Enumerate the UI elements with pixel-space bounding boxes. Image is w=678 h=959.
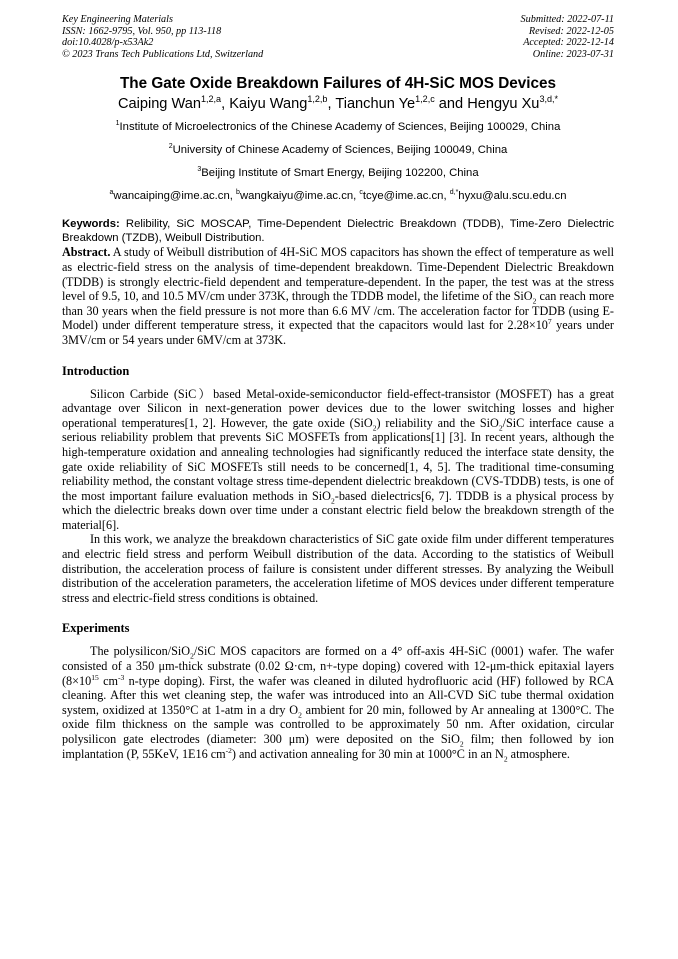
section-heading-introduction: Introduction [62,363,130,378]
keywords [62,217,614,245]
author-name: Tianchun Ye [335,96,416,113]
section-heading-experiments: Experiments [62,621,130,636]
email-link[interactable]: wangkaiyu@ime.ac.cn [239,190,354,203]
article-dates [521,14,614,60]
author-name: Caiping Wan [117,96,201,113]
date-online: Online: 2023-07-31 [532,48,614,60]
author-name: Hengyu Xu [467,96,540,113]
author-affil: 1,2,b [307,94,328,105]
journal-header [62,14,614,60]
author-name: Kaiyu Wang [229,96,308,113]
affiliation-1: $^1$Institute of Microelectronics of the Chinese Academy of Sciences, Beijing 100029, China [115,120,561,134]
email-link[interactable]: tcye@ime.ac.cn [362,190,444,203]
author-affil: 1,2,c [415,94,435,105]
abstract-label: Abstract. [62,245,111,260]
paper-title: The Gate Oxide Breakdown Failures of 4H-SiC MOS Devices [119,75,557,93]
keywords-label: Keywords: [62,218,120,231]
affiliation-2: $^2$University of Chinese Academy of Sciences, Beijing 100049, China [168,143,508,157]
date-submitted: Submitted: 2022-07-11 [520,14,614,25]
keywords-text: Relibility, SiC MOSCAP, Time-Dependent Dielectric Breakdown (TDDB), Time-Zero Dielectric Breakdown (TZDB), Weibull Distribution. [62,218,615,245]
author-list: Caiping Wan$^{1,2,a}$, Kaiyu Wang$^{1,2,b}$, Tianchun Ye$^{1,2,c}$ and Hengyu $Xu^{3,d,*}$ [117,94,559,113]
journal-copyright: © 2023 Trans Tech Publications Ltd, Switzerland [62,48,264,60]
affiliations [62,120,614,203]
email-link[interactable]: hyxu@alu.scu.edu.cn [458,190,567,203]
intro-paragraph-1: Silicon Carbide (SiC）based Metal-oxide-semiconductor field-effect-transistor (MOSFET) has a great advantage over Silicon in next-generation power devices due to the lower switching losses and higher operational temperatures[1, 2]. However, the gate oxide (SiO$_2$) reliability and the SiO$_2$/SiC interface cause a serious reliability problem that prevents SiC MOSFETs from applications[1] [3]. In recent years, although the high-temperature oxidation and annealing technologies had significantly reduced the interface state density, the gate oxide reliability of SiC MOSFETs still needs to be concerned[1, 4, 5]. The traditional time-consuming reliability method, the constant voltage stress time-dependent dielectric breakdown (CVS-TDDB) tests, is one of the most important failure evaluation methods in SiO$_2$-based dielectrics[6, 7]. TDDB is a physical process by which the dielectric breaks down over time under a constant electric field below the breakdown strength of the material[6]. [62,386,614,532]
intro-paragraph-2: In this work, we analyze the breakdown characteristics of SiC gate oxide film under different temperatures and electric field stress and perform Weibull distribution of the data. According to the statistics of Weibull distribution, the acceleration process of failure is consistent under different stresses. By analyzing the Weibull distribution of the acceleration parameters, the acceleration lifetime of MOS devices under different temperature stress and electric-field stress conditions is obtained. [62,532,614,605]
journal-name: Key Engineering Materials [62,14,173,25]
email-link[interactable]: wancaiping@ime.ac.cn [113,190,230,203]
paper-page [62,14,615,764]
journal-issn: ISSN: 1662-9795, Vol. 950, pp 113-118 [62,25,222,37]
journal-info [62,14,263,60]
affiliation-3: $^3$Beijing Institute of Smart Energy, Beijing 102200, China [197,166,479,180]
date-revised: Revised: 2022-12-05 [528,25,614,37]
abstract-paragraph: Abstract. A study of Weibull distribution of 4H-SiC MOS capacitors has shown the effect of temperature as well as electric-field stress on the analysis of time-dependent breakdown. Time-Dependent Dielectric Breakdown (TDDB) is strongly electric-field dependent and temperature-dependent. In the paper, the test was at the stress level of 9.5, 10, and 10.5 MV/cm under 373K, through the TDDB model, the lifetime of the SiO$_2$ can reach more than 30 years when the field pressure is not more than 6.6 MV /cm. The acceleration factor for TDDB (using E-Model) under different temperature stress, it expected that the capacitors would last for $2.28\times 10^7$ years under 3MV/cm or 54 years under 6MV/cm at 373K. [62,245,615,347]
email-list: $^a$wancaiping@ime.ac.cn, $^b$wangkaiyu@ime.ac.cn, $^c$tcye@ime.ac.cn, $^{d,*}$hyxu@alu.scu.edu.cn [109,189,567,203]
journal-doi: doi:10.4028/p-x53Ak2 [62,37,154,49]
author-affil: 3,d,* [539,94,559,105]
date-accepted: Accepted: 2022-12-14 [523,37,614,49]
author-affil: 1,2,a [200,94,222,105]
experiments-paragraph-1: The polysilicon/SiO$_2$/SiC MOS capacitors are formed on a 4° off-axis 4H-SiC (0001) wafer. The wafer consisted of a 350 μm-thick substrate (0.02 Ω·cm, n+-type doping) covered with 12-μm-thick epitaxial layers ($8\times 10^{15}$ $cm^{-3}$ n-type doping). First, the wafer was cleaned in diluted hydrofluoric acid (HF) followed by RCA cleaning. After this wet cleaning step, the wafer was introduced into an All-CVD SiC tube thermal oxidation system, oxidized at 1350°C at 1-atm in a dry $O_2$ ambient for 20 min, followed by Ar annealing at 1300°C. The oxide film thickness on the sample was controlled to be approximately 50 nm. After oxidation, circular polysilicon gate electrodes (diameter: 300 μm) were deposited on the SiO$_2$ film; then followed by ion implantation (P, 55KeV, 1E16 $cm^{-2}$) and activation annealing for 30 min at 1000°C in an $N_2$ atmosphere. [62,644,615,764]
